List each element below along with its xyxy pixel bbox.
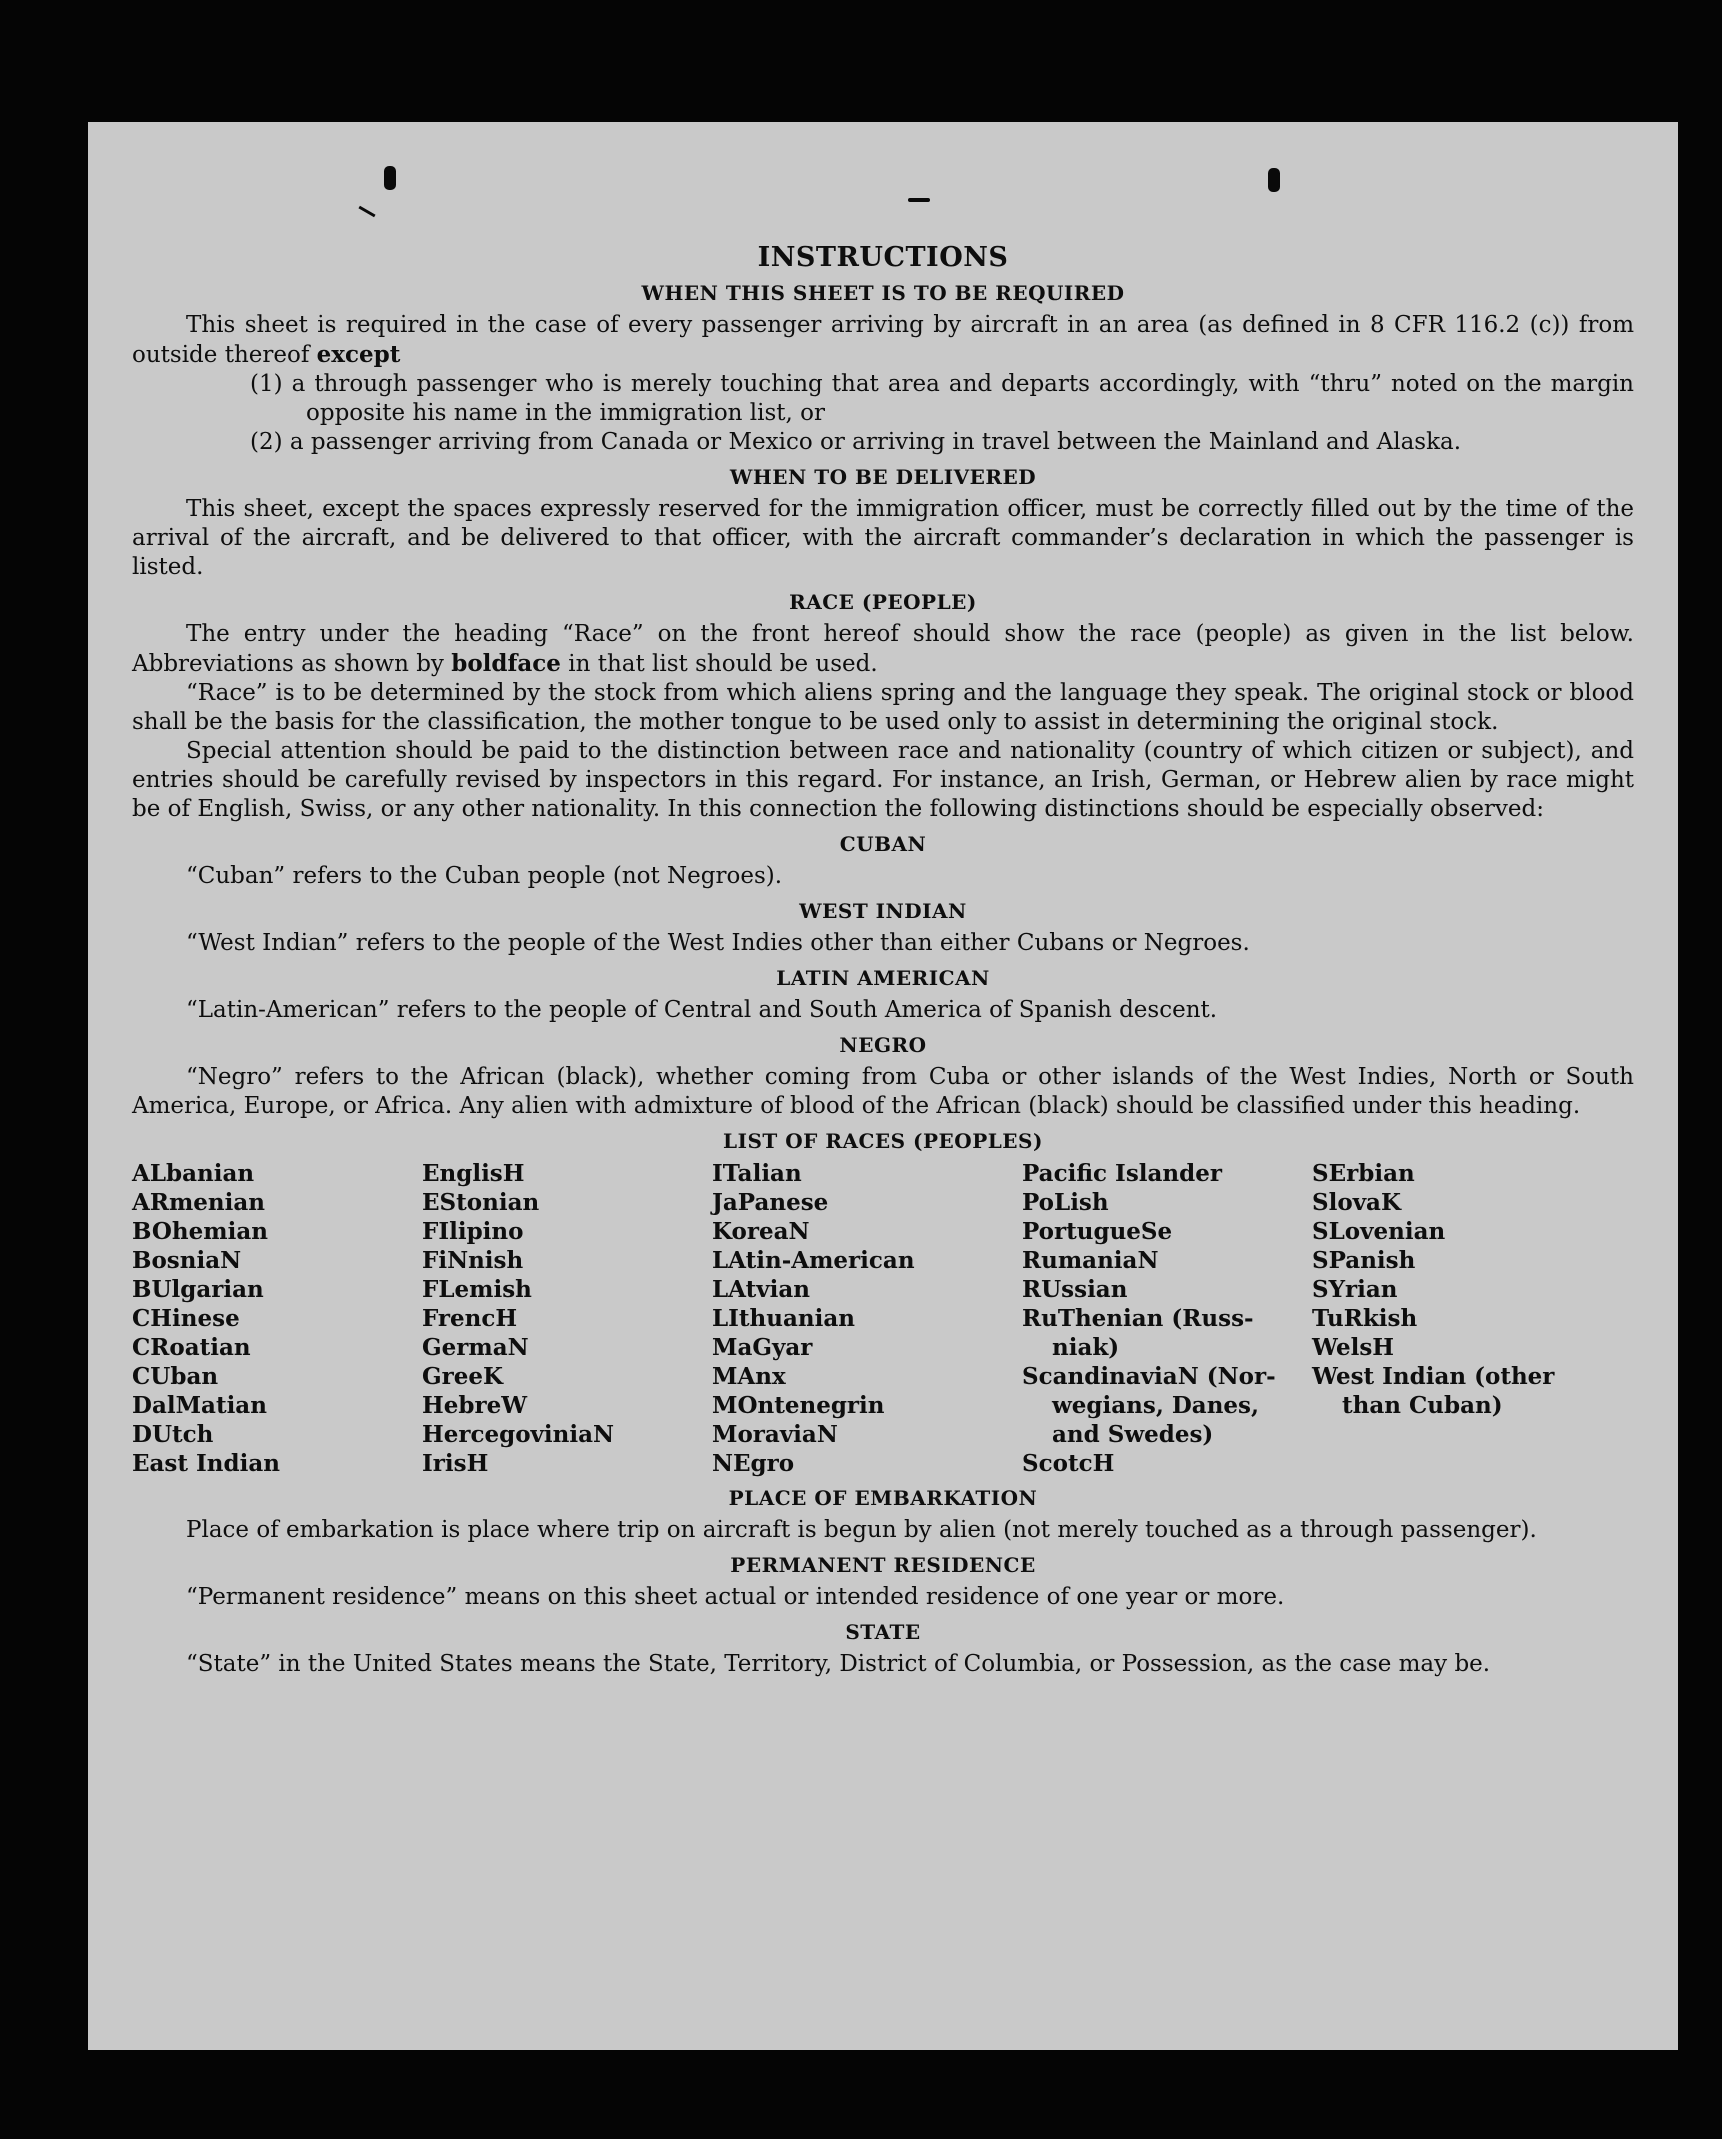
race-item: HercegoviniaN — [422, 1421, 615, 1448]
race-item: East Indian — [132, 1450, 280, 1477]
race-item: GermaN — [422, 1334, 529, 1361]
race-item: than Cuban) — [1342, 1392, 1503, 1419]
paragraph-permanent-residence: “Permanent residence” means on this sheet actual or intended residence of one year or more. — [186, 1584, 1285, 1610]
race-item: HebreW — [422, 1392, 528, 1419]
races-column-4 — [1022, 1159, 1312, 1478]
race-item: CHinese — [132, 1305, 240, 1332]
race-item: ScandinaviaN (Nor- — [1022, 1363, 1276, 1390]
paragraph-place-of-embarkation: Place of embarkation is place where trip on aircraft is begun by alien (not merely touched as a through passenger). — [186, 1517, 1537, 1543]
race-item: RuThenian (Russ- — [1022, 1305, 1254, 1332]
heading-negro: NEGRO — [839, 1033, 927, 1057]
races-column-5 — [1312, 1159, 1634, 1478]
race-item: JaPanese — [712, 1189, 829, 1216]
paragraph-race-2: “Race” is to be determined by the stock from which aliens spring and the language they speak. The original stock or blood shall be the basis for the classification, the mother tongue to be used only to assist in determining the original stock. — [132, 680, 1634, 735]
race-item: GreeK — [422, 1363, 504, 1390]
race-item: Pacific Islander — [1022, 1160, 1222, 1187]
races-column-3 — [712, 1159, 1022, 1478]
paragraph-cuban: “Cuban” refers to the Cuban people (not Negroes). — [186, 863, 783, 889]
race-item: FiNnish — [422, 1247, 524, 1274]
race-item: SPanish — [1312, 1247, 1416, 1274]
race-item: SlovaK — [1312, 1189, 1401, 1216]
exception-item-1: (1) a through passenger who is merely touching that area and departs accordingly, with “thru” noted on the margin opposite his name in the immigration list, or — [250, 371, 1634, 426]
race-item: NEgro — [712, 1450, 795, 1477]
race-item: SYrian — [1312, 1276, 1398, 1303]
race-item: FLemish — [422, 1276, 532, 1303]
race-item: PortugueSe — [1022, 1218, 1173, 1245]
paragraph-state: “State” in the United States means the State, Territory, District of Columbia, or Possession, as the case may be. — [186, 1651, 1491, 1677]
race-item: DUtch — [132, 1421, 214, 1448]
race-item: niak) — [1052, 1334, 1120, 1361]
race-item: CUban — [132, 1363, 219, 1390]
race-item: MAnx — [712, 1363, 786, 1390]
document-sheet — [88, 122, 1678, 2050]
exception-item-2: (2) a passenger arriving from Canada or Mexico or arriving in travel between the Mainland and Alaska. — [250, 429, 1462, 455]
heading-race: RACE (PEOPLE) — [789, 590, 977, 614]
race-item: TuRkish — [1312, 1305, 1418, 1332]
heading-west-indian: WEST INDIAN — [799, 899, 967, 923]
race-item: ScotcH — [1022, 1450, 1115, 1477]
paragraph-when-delivered: This sheet, except the spaces expressly reserved for the immigration officer, must be correctly filled out by the time of the arrival of the aircraft, and be delivered to that officer, with the aircraft commander’s declaration in which the passenger is listed. — [132, 496, 1634, 580]
race-item: FIlipino — [422, 1218, 524, 1245]
heading-cuban: CUBAN — [839, 832, 927, 856]
paragraph-race-3: Special attention should be paid to the distinction between race and nationality (country of which citizen or subject), and entries should be carefully revised by inspectors in this regard. For instance, an Irish, German, or Hebrew alien by race might be of English, Swiss, or any other nationality. In this connection the following distinctions should be especially observed: — [132, 738, 1634, 822]
race-item: CRoatian — [132, 1334, 251, 1361]
race-item: West Indian (other — [1312, 1363, 1555, 1390]
race-item: RUssian — [1022, 1276, 1128, 1303]
race-item: FrencH — [422, 1305, 518, 1332]
race-item: BosniaN — [132, 1247, 242, 1274]
heading-latin-american: LATIN AMERICAN — [776, 966, 990, 990]
heading-when-delivered: WHEN TO BE DELIVERED — [729, 465, 1037, 489]
instructions-content — [132, 242, 1634, 1679]
heading-permanent-residence: PERMANENT RESIDENCE — [730, 1553, 1036, 1577]
race-item: SLovenian — [1312, 1218, 1446, 1245]
punch-hole-right — [1268, 168, 1280, 192]
paragraph-negro: “Negro” refers to the African (black), whether coming from Cuba or other islands of the West Indies, North or South America, Europe, or Africa. Any alien with admixture of blood of the African (black) should be classified under this heading. — [132, 1064, 1634, 1119]
heading-when-required: WHEN THIS SHEET IS TO BE REQUIRED — [641, 281, 1125, 305]
races-list — [132, 1159, 1634, 1478]
race-item: LAtin-American — [712, 1247, 915, 1274]
race-item: LAtvian — [712, 1276, 810, 1303]
race-item: EnglisH — [422, 1160, 525, 1187]
race-item: KoreaN — [712, 1218, 810, 1245]
heading-place-of-embarkation: PLACE OF EMBARKATION — [728, 1486, 1038, 1510]
race-item: wegians, Danes, — [1052, 1392, 1259, 1419]
paragraph-when-required: This sheet is required in the case of every passenger arriving by aircraft in an area (as defined in 8 CFR 116.2 (c)) from outside thereof except — [132, 312, 1634, 368]
scan-speck-small — [358, 206, 375, 218]
races-column-2 — [422, 1159, 712, 1478]
heading-state: STATE — [845, 1620, 921, 1644]
race-item: and Swedes) — [1052, 1421, 1214, 1448]
page-title: INSTRUCTIONS — [757, 242, 1009, 273]
race-item: EStonian — [422, 1189, 540, 1216]
paragraph-west-indian: “West Indian” refers to the people of the West Indies other than either Cubans or Negroes. — [186, 930, 1250, 956]
race-item: RumaniaN — [1022, 1247, 1159, 1274]
race-item: MaGyar — [712, 1334, 813, 1361]
race-item: BUlgarian — [132, 1276, 264, 1303]
race-item: BOhemian — [132, 1218, 268, 1245]
race-item: IrisH — [422, 1450, 489, 1477]
races-column-1 — [132, 1159, 422, 1478]
race-item: MOntenegrin — [712, 1392, 885, 1419]
paragraph-race-1: The entry under the heading “Race” on the front hereof should show the race (people) as given in the list below. Abbreviations as shown by boldface in that list should be used. — [132, 621, 1634, 677]
race-item: WelsH — [1312, 1334, 1395, 1361]
race-item: MoraviaN — [712, 1421, 838, 1448]
race-item: ITalian — [712, 1160, 802, 1187]
race-item: PoLish — [1022, 1189, 1109, 1216]
race-item: DalMatian — [132, 1392, 267, 1419]
paragraph-latin-american: “Latin-American” refers to the people of Central and South America of Spanish descent. — [186, 997, 1218, 1023]
scan-speck — [908, 198, 930, 202]
race-item: ARmenian — [132, 1189, 266, 1216]
heading-list-of-races: LIST OF RACES (PEOPLES) — [723, 1129, 1043, 1153]
race-item: SErbian — [1312, 1160, 1415, 1187]
punch-hole-left — [384, 166, 396, 190]
except-bold: except — [316, 341, 401, 368]
race-item: ALbanian — [132, 1160, 255, 1187]
race-item: LIthuanian — [712, 1305, 855, 1332]
